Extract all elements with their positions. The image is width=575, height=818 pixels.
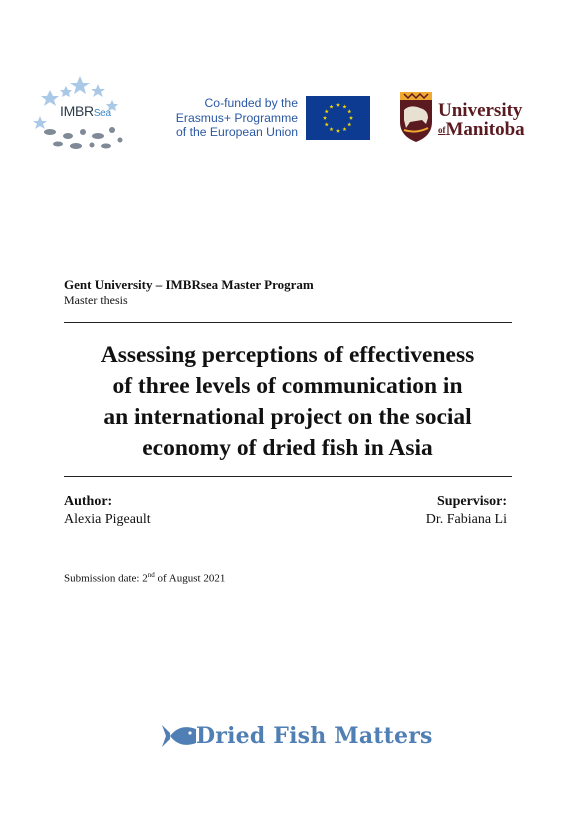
imbrsea-logo-text (60, 103, 111, 119)
author-name: Alexia Pigeault (64, 512, 151, 527)
dried-fish-matters-text: Dried Fish Matters (196, 723, 433, 749)
program-name: Gent University – IMBRsea Master Program (64, 277, 314, 292)
dried-fish-matters-logo (160, 718, 433, 754)
imbrsea-logo (28, 70, 134, 156)
submission-suffix: of August 2021 (154, 572, 226, 585)
thesis-type: Master thesis (64, 293, 128, 307)
eu-flag-icon (306, 96, 370, 140)
supervisor-name: Dr. Fabiana Li (425, 512, 507, 527)
um-line-manitoba (438, 120, 525, 140)
fish-icon (160, 719, 200, 753)
supervisor-label: Supervisor: (437, 494, 507, 509)
university-of-manitoba-wordmark (438, 101, 525, 140)
title-bottom-divider (64, 476, 512, 477)
submission-ordinal: nd (147, 571, 155, 579)
imbrsea-logo-main: IMBR (60, 103, 94, 119)
erasmus-line-2: Erasmus+ Programme (175, 110, 298, 125)
bison-crest-icon (398, 90, 434, 144)
submission-prefix: Submission date: 2 (64, 572, 148, 585)
um-line-university: University (438, 100, 523, 121)
thesis-title: Assessing perceptions of effectiveness of three levels of communication in an international project on the social economy of dried fish in Asia (100, 342, 475, 461)
um-manitoba: Manitoba (445, 119, 525, 140)
erasmus-line-1: Co-funded by the (204, 96, 298, 110)
imbrsea-logo-sub: Sea (93, 108, 111, 119)
author-label: Author: (64, 494, 113, 509)
title-top-divider (64, 322, 512, 323)
um-of: of (438, 125, 446, 135)
submission-date (64, 571, 225, 585)
erasmus-cofunding-text (160, 96, 298, 140)
erasmus-line-3: of the European Union (176, 125, 298, 139)
